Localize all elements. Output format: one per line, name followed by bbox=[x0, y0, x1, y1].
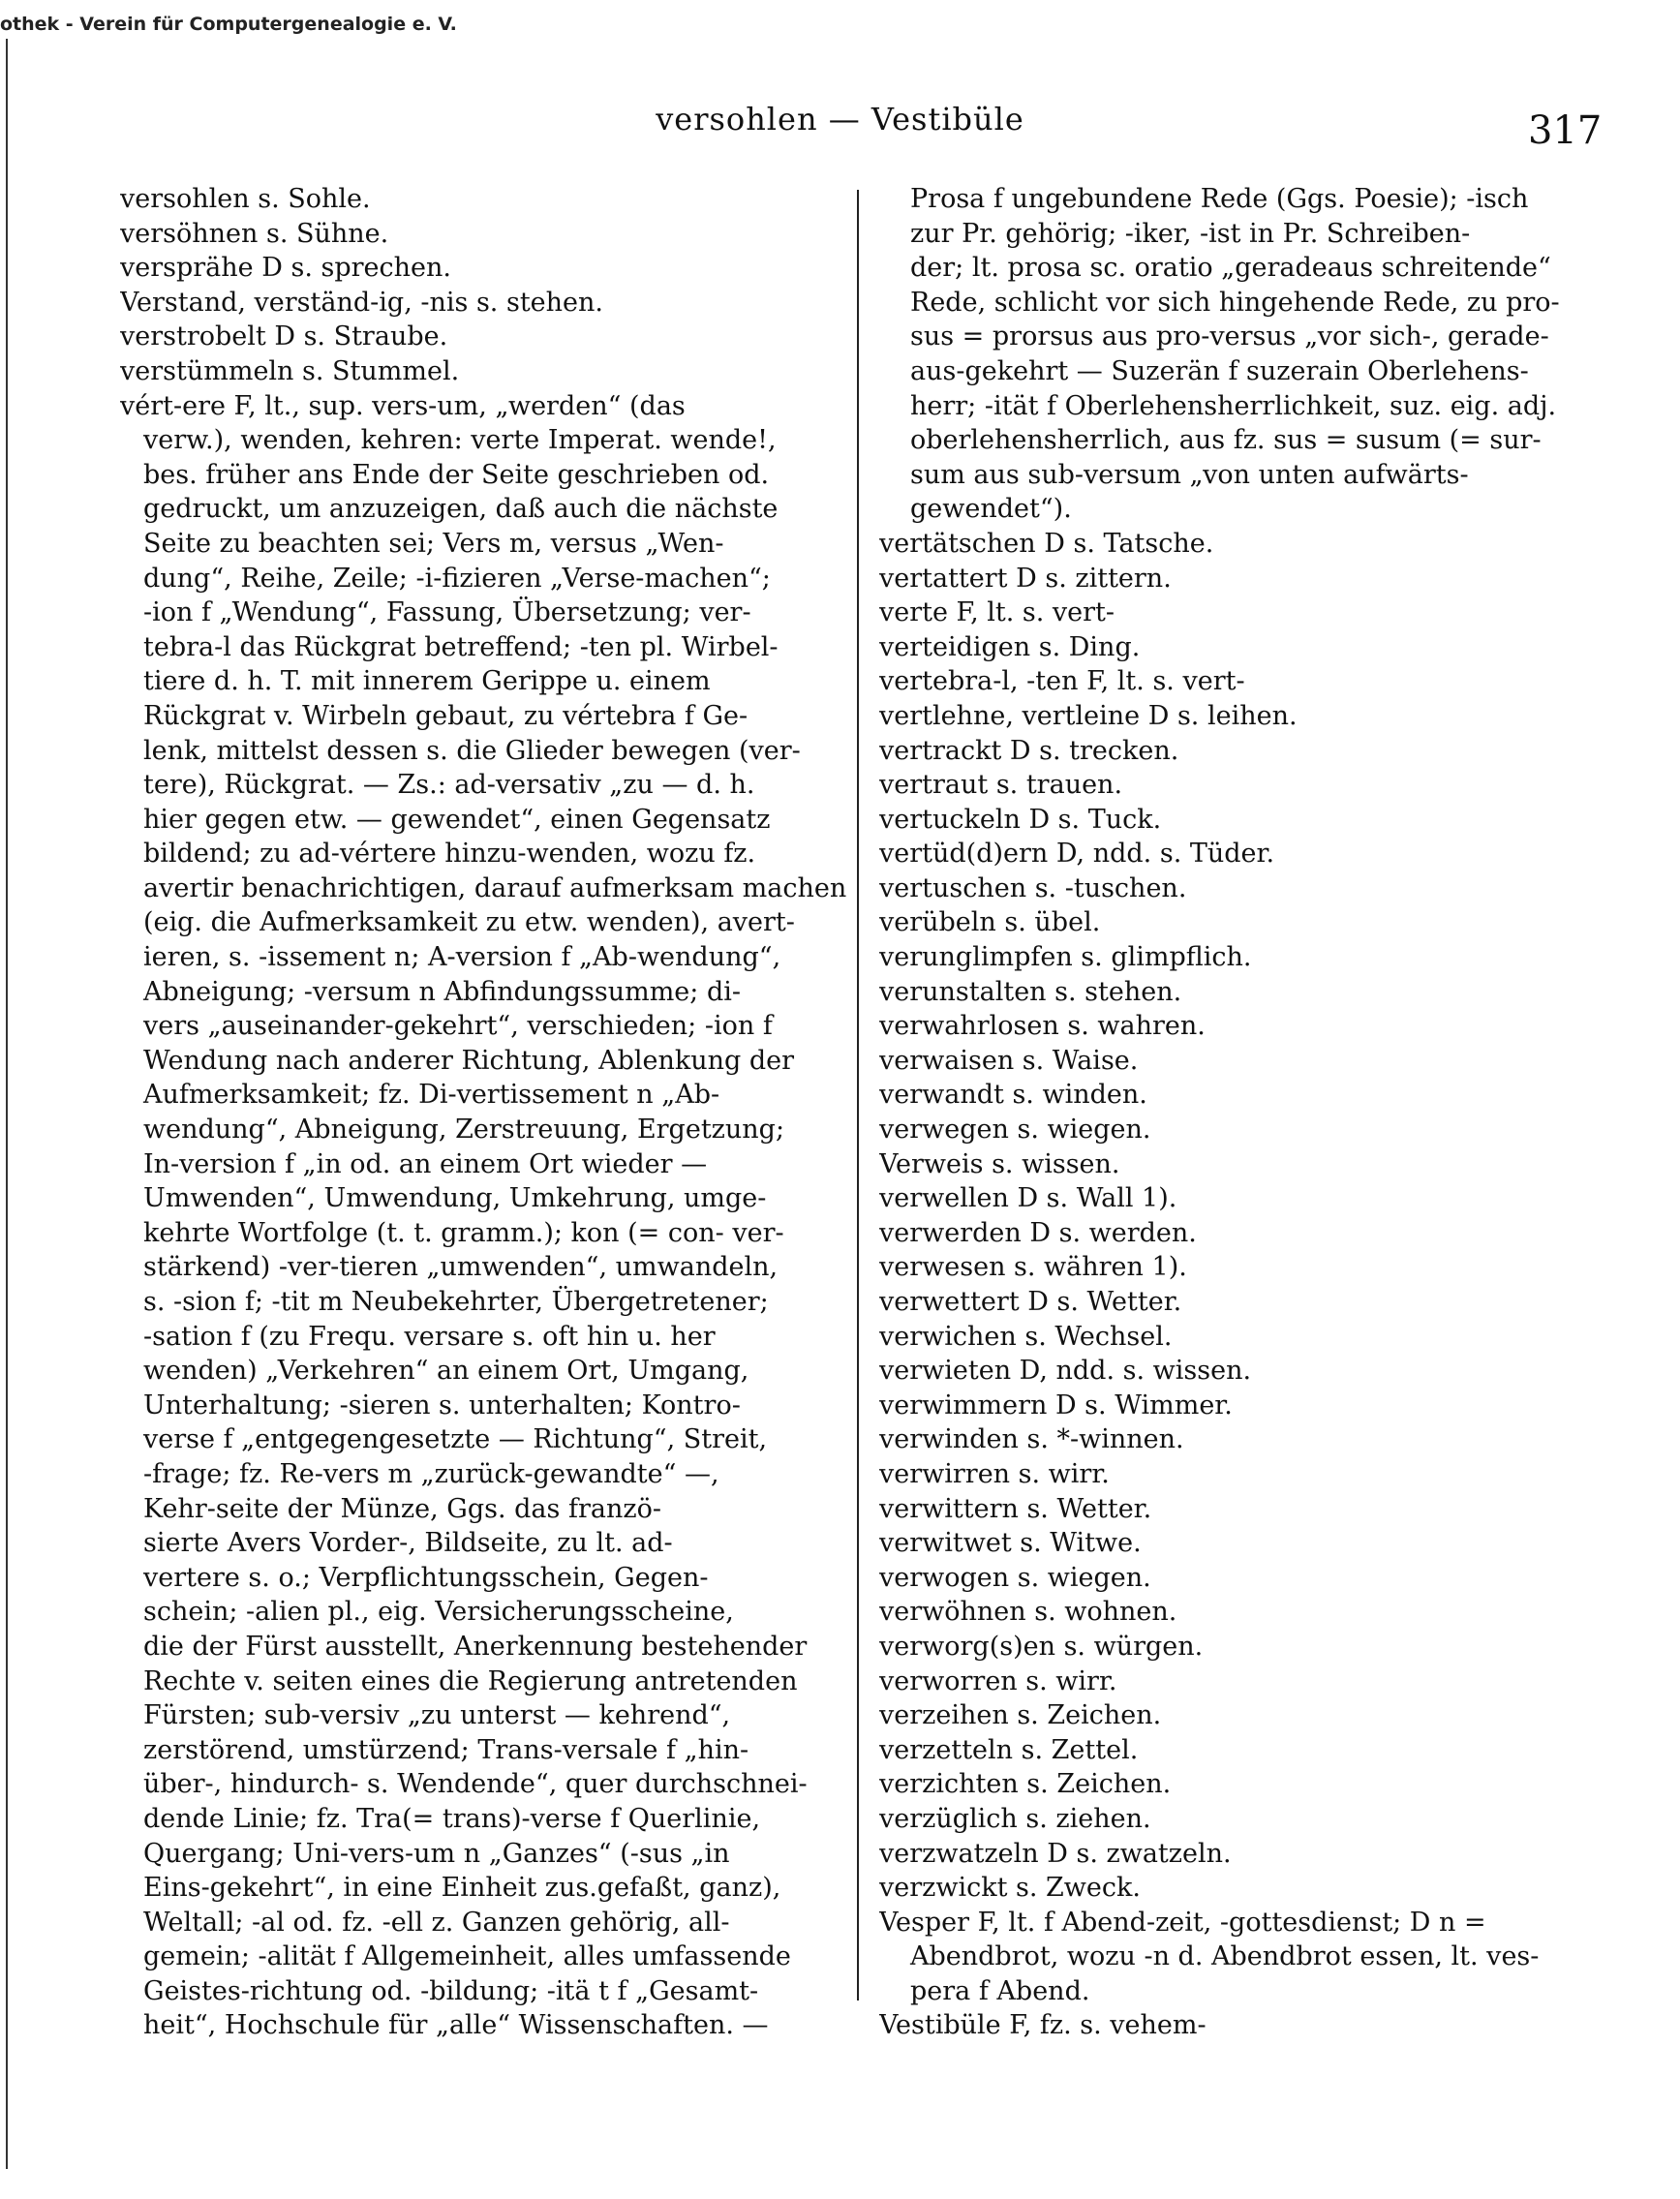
entry-line: der; lt. prosa sc. oratio „geradeaus schreitende“ bbox=[910, 253, 1551, 284]
entry-line: schein; -alien pl., eig. Versicherungsscheine, bbox=[143, 1597, 734, 1628]
entry-line: Abneigung; -versum n Abfindungssumme; di- bbox=[143, 976, 742, 1007]
entry-line: vertraut s. trauen. bbox=[879, 770, 1123, 801]
entry-line: verunglimpfen s. glimpflich. bbox=[879, 942, 1252, 973]
entry-line: heit“, Hochschule für „alle“ Wissenschaften. — bbox=[143, 2010, 769, 2041]
entry-line: die der Fürst ausstellt, Anerkennung bestehender bbox=[143, 1631, 808, 1662]
entry-line: herr; -ität f Oberlehensherrlichkeit, suz. eig. adj. bbox=[910, 390, 1557, 421]
entry-line: verwellen D s. Wall 1). bbox=[879, 1183, 1177, 1214]
entry-line: (eig. die Aufmerksamkeit zu etw. wenden), avert- bbox=[143, 907, 795, 938]
entry-line: Geistes-richtung od. -bildung; -itä t f „Gesamt- bbox=[143, 1975, 759, 2006]
entry-line: verteidigen s. Ding. bbox=[879, 631, 1141, 662]
entry-line: vertere s. o.; Verpflichtungsschein, Gegen- bbox=[143, 1562, 709, 1593]
entry-line: verw.), wenden, kehren: verte Imperat. wende!, bbox=[143, 425, 777, 456]
entry-line: verwerden D s. werden. bbox=[879, 1217, 1197, 1248]
entry-line: Aufmerksamkeit; fz. Di-vertissement n „Ab- bbox=[143, 1080, 720, 1111]
entry-line: versohlen s. Sohle. bbox=[120, 184, 371, 214]
right-column bbox=[879, 182, 1594, 2043]
entry-line: dung“, Reihe, Zeile; -i-fizieren „Verse-machen“; bbox=[143, 563, 771, 594]
entry-line: vertuschen s. -tuschen. bbox=[879, 872, 1187, 903]
entry-line: gewendet“). bbox=[910, 494, 1072, 525]
entry-line: verse f „entgegengesetzte — Richtung“, Streit, bbox=[143, 1424, 768, 1455]
entry-line: tebra-l das Rückgrat betreffend; -ten pl. Wirbel- bbox=[143, 631, 779, 662]
entry-line: In-version f „in od. an einem Ort wieder — bbox=[143, 1148, 708, 1179]
entry-line: verwegen s. wiegen. bbox=[879, 1115, 1151, 1145]
entry-line: versprähe D s. sprechen. bbox=[120, 253, 451, 284]
entry-line: Unterhaltung; -sieren s. unterhalten; Kontro- bbox=[143, 1390, 741, 1420]
entry-line: Verweis s. wissen. bbox=[879, 1148, 1120, 1179]
page-edge-rule bbox=[6, 39, 8, 2169]
entry-line: Quergang; Uni-vers-um n „Ganzes“ (-sus „in bbox=[143, 1838, 730, 1869]
entry-line: verwaisen s. Waise. bbox=[879, 1045, 1139, 1076]
entry-line: Rückgrat v. Wirbeln gebaut, zu vértebra f Ge- bbox=[143, 700, 748, 731]
page-number: 317 bbox=[1528, 108, 1603, 153]
entry-line: verte F, lt. s. vert- bbox=[879, 597, 1115, 628]
entry-line: tere), Rückgrat. — Zs.: ad-versativ „zu — d. h. bbox=[143, 770, 755, 801]
entry-line: verzwatzeln D s. zwatzeln. bbox=[879, 1838, 1232, 1869]
entry-line: verwöhnen s. wohnen. bbox=[879, 1597, 1177, 1628]
entry-line: Vesper F, lt. f Abend-zeit, -gottesdienst; D n = bbox=[879, 1907, 1486, 1938]
entry-line: zerstörend, umstürzend; Trans-versale f „hin- bbox=[143, 1734, 749, 1765]
entry-line: avertir benachrichtigen, darauf aufmerksam machen bbox=[143, 872, 846, 903]
entry-line: verworg(s)en s. würgen. bbox=[879, 1631, 1204, 1662]
entry-line: verstrobelt D s. Straube. bbox=[120, 321, 448, 352]
entry-line: Kehr-seite der Münze, Ggs. das franzö- bbox=[143, 1493, 661, 1524]
entry-line: hier gegen etw. — gewendet“, einen Gegensatz bbox=[143, 804, 771, 835]
entry-line: verzetteln s. Zettel. bbox=[879, 1734, 1139, 1765]
entry-line: verwandt s. winden. bbox=[879, 1080, 1147, 1111]
entry-line: pera f Abend. bbox=[910, 1975, 1090, 2006]
entry-line: -ion f „Wendung“, Fassung, Übersetzung; ver- bbox=[143, 597, 751, 628]
entry-line: verzüglich s. ziehen. bbox=[879, 1803, 1151, 1834]
entry-line: verwettert D s. Wetter. bbox=[879, 1287, 1182, 1317]
entry-line: vertattert D s. zittern. bbox=[879, 563, 1172, 594]
entry-line: Fürsten; sub-versiv „zu unterst — kehrend“, bbox=[143, 1700, 731, 1731]
entry-line: verwesen s. währen 1). bbox=[879, 1252, 1187, 1283]
entry-line: verwahrlosen s. wahren. bbox=[879, 1011, 1206, 1042]
entry-line: Rechte v. seiten eines die Regierung antretenden bbox=[143, 1665, 798, 1696]
watermark: othek - Verein für Computergenealogie e. V. bbox=[0, 14, 457, 35]
entry-line: vertrackt D s. trecken. bbox=[879, 735, 1179, 766]
entry-line: verworren s. wirr. bbox=[879, 1665, 1117, 1696]
entry-line: dende Linie; fz. Tra(= trans)-verse f Querlinie, bbox=[143, 1803, 761, 1834]
entry-line: Rede, schlicht vor sich hingehende Rede, zu pro- bbox=[910, 287, 1560, 318]
entry-line: bildend; zu ad-vértere hinzu-wenden, wozu fz. bbox=[143, 839, 756, 870]
entry-line: aus-gekehrt — Suzerän f suzerain Oberlehens- bbox=[910, 355, 1529, 386]
entry-line: verwitwet s. Witwe. bbox=[879, 1528, 1142, 1559]
entry-line: verwittern s. Wetter. bbox=[879, 1493, 1152, 1524]
entry-line: kehrte Wortfolge (t. t. gramm.); kon (= con- ver- bbox=[143, 1217, 784, 1248]
entry-line: Abendbrot, wozu -n d. Abendbrot essen, lt. ves- bbox=[910, 1941, 1540, 1972]
entry-line: wendung“, Abneigung, Zerstreuung, Ergetzung; bbox=[143, 1115, 785, 1145]
running-head: versohlen — Vestibüle bbox=[656, 101, 1024, 137]
entry-line: verwinden s. *-winnen. bbox=[879, 1424, 1184, 1455]
entry-line: Weltall; -al od. fz. -ell z. Ganzen gehörig, all- bbox=[143, 1907, 730, 1938]
entry-line: vertlehne, vertleine D s. leihen. bbox=[879, 700, 1298, 731]
entry-line: stärkend) -ver-tieren „umwenden“, umwandeln, bbox=[143, 1252, 779, 1283]
left-column bbox=[120, 182, 846, 2043]
entry-line: sum aus sub-versum „von unten aufwärts- bbox=[910, 459, 1469, 490]
entry-line: vért-ere F, lt., sup. vers-um, „werden“ (das bbox=[120, 390, 686, 421]
entry-line: -sation f (zu Frequ. versare s. oft hin u. her bbox=[143, 1321, 716, 1352]
entry-line: sierte Avers Vorder-, Bildseite, zu lt. ad- bbox=[143, 1528, 673, 1559]
entry-line: Eins-gekehrt“, in eine Einheit zus.gefaßt, ganz), bbox=[143, 1873, 781, 1904]
entry-line: ieren, s. -issement n; A-version f „Ab-wendung“, bbox=[143, 942, 781, 973]
entry-line: Prosa f ungebundene Rede (Ggs. Poesie); -isch bbox=[910, 184, 1529, 214]
entry-line: Wendung nach anderer Richtung, Ablenkung der bbox=[143, 1045, 795, 1076]
entry-line: verwieten D, ndd. s. wissen. bbox=[879, 1356, 1252, 1387]
entry-line: oberlehensherrlich, aus fz. sus = susum (= sur- bbox=[910, 425, 1542, 456]
entry-line: gemein; -alität f Allgemeinheit, alles umfassende bbox=[143, 1941, 791, 1972]
entry-line: zur Pr. gehörig; -iker, -ist in Pr. Schreiben- bbox=[910, 218, 1471, 249]
entry-line: Verstand, verständ-ig, -nis s. stehen. bbox=[120, 287, 603, 318]
entry-line: verstümmeln s. Stummel. bbox=[120, 355, 460, 386]
entry-line: verzwickt s. Zweck. bbox=[879, 1873, 1141, 1904]
entry-line: gedruckt, um anzuzeigen, daß auch die nächste bbox=[143, 494, 779, 525]
entry-line: Vestibüle F, fz. s. vehem- bbox=[879, 2010, 1207, 2041]
entry-line: vertätschen D s. Tatsche. bbox=[879, 528, 1214, 559]
entry-line: -frage; fz. Re-vers m „zurück-gewandte“ —, bbox=[143, 1458, 719, 1489]
entry-line: tiere d. h. T. mit innerem Gerippe u. einem bbox=[143, 666, 711, 697]
entry-line: versöhnen s. Sühne. bbox=[120, 218, 389, 249]
entry-line: verzeihen s. Zeichen. bbox=[879, 1700, 1162, 1731]
entry-line: verwogen s. wiegen. bbox=[879, 1562, 1151, 1593]
entry-line: s. -sion f; -tit m Neubekehrter, Übergetretener; bbox=[143, 1287, 769, 1317]
entry-line: Umwenden“, Umwendung, Umkehrung, umge- bbox=[143, 1183, 767, 1214]
entry-line: vertüd(d)ern D, ndd. s. Tüder. bbox=[879, 839, 1275, 870]
entry-line: über-, hindurch- s. Wendende“, quer durchschnei- bbox=[143, 1769, 808, 1800]
entry-line: vertebra-l, -ten F, lt. s. vert- bbox=[879, 666, 1245, 697]
entry-line: verwirren s. wirr. bbox=[879, 1458, 1110, 1489]
entry-line: verzichten s. Zeichen. bbox=[879, 1769, 1172, 1800]
entry-line: verübeln s. übel. bbox=[879, 907, 1101, 938]
entry-line: vertuckeln D s. Tuck. bbox=[879, 804, 1162, 835]
entry-line: sus = prorsus aus pro-versus „vor sich-, gerade- bbox=[910, 321, 1549, 352]
entry-line: verwichen s. Wechsel. bbox=[879, 1321, 1173, 1352]
entry-line: verwimmern D s. Wimmer. bbox=[879, 1390, 1233, 1420]
entry-line: wenden) „Verkehren“ an einem Ort, Umgang, bbox=[143, 1356, 749, 1387]
entry-line: verunstalten s. stehen. bbox=[879, 976, 1182, 1007]
entry-line: bes. früher ans Ende der Seite geschrieben od. bbox=[143, 459, 770, 490]
entry-line: Seite zu beachten sei; Vers m, versus „Wen- bbox=[143, 528, 724, 559]
column-divider bbox=[857, 190, 859, 2000]
entry-line: lenk, mittelst dessen s. die Glieder bewegen (ver- bbox=[143, 735, 801, 766]
entry-line: vers „auseinander-gekehrt“, verschieden; -ion f bbox=[143, 1011, 773, 1042]
